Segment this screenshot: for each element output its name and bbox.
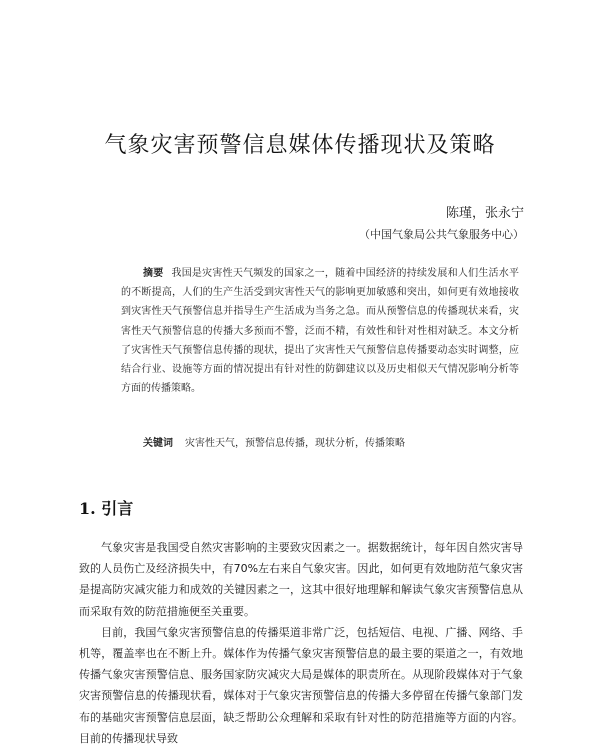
keywords-label: 关键词 (143, 438, 173, 449)
affiliation: （中国气象局公共气象服务中心） (359, 228, 524, 241)
paper-title: 气象灾害预警信息媒体传播现状及策略 (104, 133, 496, 158)
authors: 陈瑾，张永宁 (445, 206, 524, 221)
section-heading: 1. 引言 (79, 499, 134, 518)
abstract-label: 摘要 (143, 268, 164, 279)
section-body (79, 537, 523, 749)
keywords-text: 灾害性天气，预警信息传播，现状分析，传播策略 (185, 438, 405, 449)
keywords (143, 434, 533, 449)
abstract-text: 我国是灾害性天气频发的国家之一，随着中国经济的持续发展和人们生活水平的不断提高，人们的生产生活受到灾害性天气的影响更加敏感和突出，如何更有效地接收到灾害性天气预警信息并指导生产生活成为当务之急。而从预警信息的传播现状来看，灾害性天气预警信息的传播大多预而不警，泛而不精，有效性和针对性相对缺乏。本文分析了灾害性天气预警信息传播的现状，提出了灾害性天气预警信息传播要动态实时调整，应结合行业、设施等方面的情况提出有针对性的防御建议以及历史相似天气情况影响分析等方面的传播策略。 (121, 268, 520, 395)
abstract (121, 264, 519, 398)
paragraph: 目前，我国气象灾害预警信息的传播渠道非常广泛，包括短信、电视、广播、网络、手机等，覆盖率也在不断上升。媒体作为传播气象灾害预警信息的最主要的渠道之一，有效地传播气象灾害预警信息、服务国家防灾减灾大局是媒体的职责所在。从现阶段媒体对于气象灾害预警信息的传播现状看，媒体对于气象灾害预警信息的传播大多停留在传播气象部门发布的基础灾害预警信息层面，缺乏帮助公众理解和采取有针对性的防范措施等方面的内容。目前的传播现状导致 (79, 625, 523, 745)
paragraph: 气象灾害是我国受自然灾害影响的主要致灾因素之一。据数据统计，每年因自然灾害导致的人员伤亡及经济损失中，有70%左右来自气象灾害。因此，如何更有效地防范气象灾害是提高防灾减灾能力和成效的关键因素之一，这其中很好地理解和解读气象灾害预警信息从而采取有效的防范措施便至关重要。 (79, 541, 523, 618)
